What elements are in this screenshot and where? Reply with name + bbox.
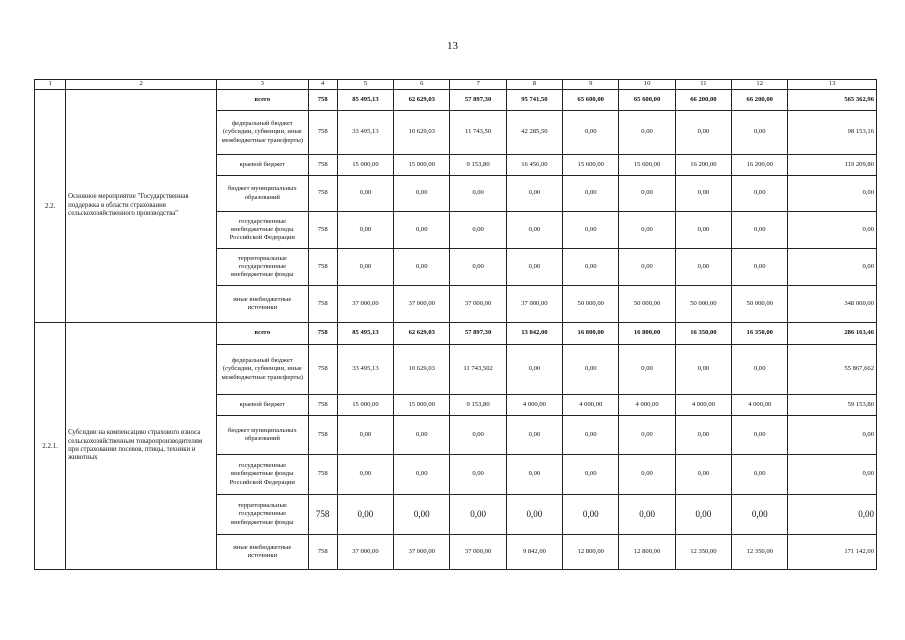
column-number: 1 xyxy=(35,80,66,90)
column-number: 9 xyxy=(563,80,619,90)
funding-source: государственные внебюджетные фонды Российской Федерации xyxy=(217,455,309,495)
year-value-cell: 11 743,50 xyxy=(450,111,506,155)
year-value-cell: 50 000,00 xyxy=(563,286,619,323)
year-value-cell: 0,00 xyxy=(563,249,619,286)
year-value-cell: 0,00 xyxy=(506,345,562,395)
year-value-cell: 15 600,00 xyxy=(619,155,675,176)
year-value-cell: 85 495,13 xyxy=(337,323,393,345)
year-value-cell: 0,00 xyxy=(732,111,788,155)
column-number: 8 xyxy=(506,80,562,90)
year-value-cell: 0,00 xyxy=(563,455,619,495)
total-value-cell: 0,00 xyxy=(788,212,877,249)
column-number: 5 xyxy=(337,80,393,90)
year-value-cell: 0,00 xyxy=(337,212,393,249)
year-value-cell: 16 200,00 xyxy=(732,155,788,176)
year-value-cell: 0,00 xyxy=(450,212,506,249)
budget-table xyxy=(34,79,877,570)
year-value-cell: 0,00 xyxy=(337,249,393,286)
year-value-cell: 0,00 xyxy=(563,416,619,455)
year-value-cell: 15 000,00 xyxy=(394,155,450,176)
year-value-cell: 0,00 xyxy=(563,176,619,212)
grbs-code: 758 xyxy=(308,345,337,395)
year-value-cell: 0,00 xyxy=(619,455,675,495)
total-value-cell: 348 000,00 xyxy=(788,286,877,323)
year-value-cell: 11 743,502 xyxy=(450,345,506,395)
year-value-cell: 13 842,00 xyxy=(506,323,562,345)
year-value-cell: 0,00 xyxy=(450,416,506,455)
grbs-code: 758 xyxy=(308,212,337,249)
year-value-cell: 66 200,00 xyxy=(732,90,788,111)
year-value-cell: 0,00 xyxy=(563,345,619,395)
year-value-cell: 37 000,00 xyxy=(450,535,506,570)
table-row-total xyxy=(35,323,877,345)
year-value-cell: 0,00 xyxy=(732,345,788,395)
funding-source: всего xyxy=(217,323,309,345)
year-value-cell: 37 000,00 xyxy=(394,286,450,323)
year-value-cell: 9 153,80 xyxy=(450,395,506,416)
year-value-cell: 95 741,50 xyxy=(506,90,562,111)
column-number: 3 xyxy=(217,80,309,90)
year-value-cell: 0,00 xyxy=(506,176,562,212)
column-number: 6 xyxy=(394,80,450,90)
year-value-cell: 0,00 xyxy=(675,111,731,155)
year-value-cell: 0,00 xyxy=(675,176,731,212)
year-value-cell: 0,00 xyxy=(450,249,506,286)
year-value-cell: 85 495,13 xyxy=(337,90,393,111)
year-value-cell: 62 629,03 xyxy=(394,90,450,111)
year-value-cell: 0,00 xyxy=(675,495,731,535)
year-value-cell: 0,00 xyxy=(675,249,731,286)
year-value-cell: 37 000,00 xyxy=(337,286,393,323)
year-value-cell: 0,00 xyxy=(619,495,675,535)
year-value-cell: 0,00 xyxy=(732,176,788,212)
funding-source: территориальные государственные внебюджетные фонды xyxy=(217,495,309,535)
grbs-code: 758 xyxy=(308,535,337,570)
total-value-cell: 565 362,96 xyxy=(788,90,877,111)
year-value-cell: 0,00 xyxy=(394,416,450,455)
section-description-text: Основное мероприятие "Государственная поддержка в области страхования сельскохозяйственного производства" xyxy=(68,193,189,218)
year-value-cell: 65 600,00 xyxy=(619,90,675,111)
funding-source: краевой бюджет xyxy=(217,155,309,176)
year-value-cell: 33 495,13 xyxy=(337,111,393,155)
year-value-cell: 15 000,00 xyxy=(394,395,450,416)
year-value-cell: 0,00 xyxy=(675,455,731,495)
column-number: 11 xyxy=(675,80,731,90)
year-value-cell: 0,00 xyxy=(394,176,450,212)
funding-source: всего xyxy=(217,90,309,111)
year-value-cell: 37 000,00 xyxy=(394,535,450,570)
grbs-code: 758 xyxy=(308,111,337,155)
year-value-cell: 12 350,00 xyxy=(732,535,788,570)
year-value-cell: 0,00 xyxy=(732,249,788,286)
total-value-cell: 171 142,00 xyxy=(788,535,877,570)
column-number: 4 xyxy=(308,80,337,90)
section-description xyxy=(66,90,217,323)
year-value-cell: 0,00 xyxy=(337,176,393,212)
year-value-cell: 4 000,00 xyxy=(563,395,619,416)
year-value-cell: 0,00 xyxy=(619,249,675,286)
year-value-cell: 4 000,00 xyxy=(506,395,562,416)
year-value-cell: 0,00 xyxy=(506,249,562,286)
total-value-cell: 98 153,16 xyxy=(788,111,877,155)
year-value-cell: 10 629,03 xyxy=(394,111,450,155)
total-value-cell: 0,00 xyxy=(788,249,877,286)
year-value-cell: 50 000,00 xyxy=(732,286,788,323)
year-value-cell: 12 350,00 xyxy=(675,535,731,570)
year-value-cell: 33 495,13 xyxy=(337,345,393,395)
grbs-code: 758 xyxy=(308,323,337,345)
column-number-row xyxy=(35,80,877,90)
section-description xyxy=(66,323,217,570)
year-value-cell: 0,00 xyxy=(619,176,675,212)
year-value-cell: 62 629,03 xyxy=(394,323,450,345)
year-value-cell: 0,00 xyxy=(394,455,450,495)
year-value-cell: 0,00 xyxy=(675,345,731,395)
grbs-code: 758 xyxy=(308,155,337,176)
year-value-cell: 0,00 xyxy=(506,455,562,495)
year-value-cell: 37 000,00 xyxy=(337,535,393,570)
year-value-cell: 0,00 xyxy=(732,455,788,495)
year-value-cell: 0,00 xyxy=(394,249,450,286)
year-value-cell: 0,00 xyxy=(619,416,675,455)
funding-source: федеральный бюджет (субсидии, субвенции, иные межбюджетные трансферты) xyxy=(217,111,309,155)
total-value-cell: 286 163,46 xyxy=(788,323,877,345)
year-value-cell: 0,00 xyxy=(337,495,393,535)
year-value-cell: 0,00 xyxy=(450,455,506,495)
year-value-cell: 0,00 xyxy=(563,495,619,535)
year-value-cell: 15 000,00 xyxy=(337,395,393,416)
total-value-cell: 59 153,80 xyxy=(788,395,877,416)
year-value-cell: 50 000,00 xyxy=(675,286,731,323)
year-value-cell: 57 897,30 xyxy=(450,323,506,345)
year-value-cell: 0,00 xyxy=(732,495,788,535)
year-value-cell: 50 000,00 xyxy=(619,286,675,323)
funding-source: бюджет муниципальных образований xyxy=(217,416,309,455)
grbs-code: 758 xyxy=(308,90,337,111)
year-value-cell: 16 456,00 xyxy=(506,155,562,176)
total-value-cell: 0,00 xyxy=(788,416,877,455)
year-value-cell: 0,00 xyxy=(732,212,788,249)
total-value-cell: 119 209,80 xyxy=(788,155,877,176)
grbs-code: 758 xyxy=(308,249,337,286)
funding-source: территориальные государственные внебюджетные фонды xyxy=(217,249,309,286)
column-number: 2 xyxy=(66,80,217,90)
funding-source: иные внебюджетные источники xyxy=(217,535,309,570)
year-value-cell: 0,00 xyxy=(450,176,506,212)
page-number: 13 xyxy=(447,40,458,52)
year-value-cell: 16 350,00 xyxy=(675,323,731,345)
year-value-cell: 66 200,00 xyxy=(675,90,731,111)
year-value-cell: 0,00 xyxy=(563,212,619,249)
year-value-cell: 9 842,00 xyxy=(506,535,562,570)
year-value-cell: 16 800,00 xyxy=(563,323,619,345)
year-value-cell: 0,00 xyxy=(675,416,731,455)
year-value-cell: 37 000,00 xyxy=(506,286,562,323)
column-number: 10 xyxy=(619,80,675,90)
grbs-code: 758 xyxy=(308,395,337,416)
year-value-cell: 10 629,03 xyxy=(394,345,450,395)
section-code: 2.2.1. xyxy=(35,323,66,570)
year-value-cell: 16 200,00 xyxy=(675,155,731,176)
total-value-cell: 0,00 xyxy=(788,495,877,535)
year-value-cell: 42 285,50 xyxy=(506,111,562,155)
grbs-code: 758 xyxy=(308,416,337,455)
year-value-cell: 57 897,30 xyxy=(450,90,506,111)
year-value-cell: 4 000,00 xyxy=(619,395,675,416)
funding-source: бюджет муниципальных образований xyxy=(217,176,309,212)
year-value-cell: 15 000,00 xyxy=(337,155,393,176)
funding-source: государственные внебюджетные фонды Российской Федерации xyxy=(217,212,309,249)
year-value-cell: 0,00 xyxy=(732,416,788,455)
year-value-cell: 0,00 xyxy=(337,416,393,455)
year-value-cell: 15 600,00 xyxy=(563,155,619,176)
section-code: 2.2. xyxy=(35,90,66,323)
grbs-code: 758 xyxy=(308,455,337,495)
year-value-cell: 0,00 xyxy=(506,495,562,535)
grbs-code: 758 xyxy=(308,286,337,323)
year-value-cell: 0,00 xyxy=(506,416,562,455)
year-value-cell: 16 350,00 xyxy=(732,323,788,345)
year-value-cell: 65 600,00 xyxy=(563,90,619,111)
year-value-cell: 9 153,80 xyxy=(450,155,506,176)
section-description-text: Субсидии на компенсацию страхового взноса сельскохозяйственным товаропроизводителям при страховании посевов, птицы, техники и животных xyxy=(68,429,203,462)
year-value-cell: 0,00 xyxy=(394,495,450,535)
table-row-total xyxy=(35,90,877,111)
column-number: 13 xyxy=(788,80,877,90)
funding-source: федеральный бюджет (субсидии, субвенции, иные межбюджетные трансферты) xyxy=(217,345,309,395)
funding-source: иные внебюджетные источники xyxy=(217,286,309,323)
total-value-cell: 0,00 xyxy=(788,455,877,495)
year-value-cell: 16 800,00 xyxy=(619,323,675,345)
year-value-cell: 0,00 xyxy=(619,345,675,395)
year-value-cell: 12 800,00 xyxy=(619,535,675,570)
year-value-cell: 0,00 xyxy=(337,455,393,495)
year-value-cell: 37 000,00 xyxy=(450,286,506,323)
year-value-cell: 0,00 xyxy=(506,212,562,249)
year-value-cell: 0,00 xyxy=(675,212,731,249)
total-value-cell: 0,00 xyxy=(788,176,877,212)
year-value-cell: 4 000,00 xyxy=(732,395,788,416)
year-value-cell: 12 800,00 xyxy=(563,535,619,570)
total-value-cell: 55 867,662 xyxy=(788,345,877,395)
year-value-cell: 0,00 xyxy=(563,111,619,155)
column-number: 7 xyxy=(450,80,506,90)
year-value-cell: 0,00 xyxy=(619,111,675,155)
year-value-cell: 4 000,00 xyxy=(675,395,731,416)
year-value-cell: 0,00 xyxy=(394,212,450,249)
funding-source: краевой бюджет xyxy=(217,395,309,416)
column-number: 12 xyxy=(732,80,788,90)
grbs-code: 758 xyxy=(308,495,337,535)
year-value-cell: 0,00 xyxy=(619,212,675,249)
grbs-code: 758 xyxy=(308,176,337,212)
year-value-cell: 0,00 xyxy=(450,495,506,535)
